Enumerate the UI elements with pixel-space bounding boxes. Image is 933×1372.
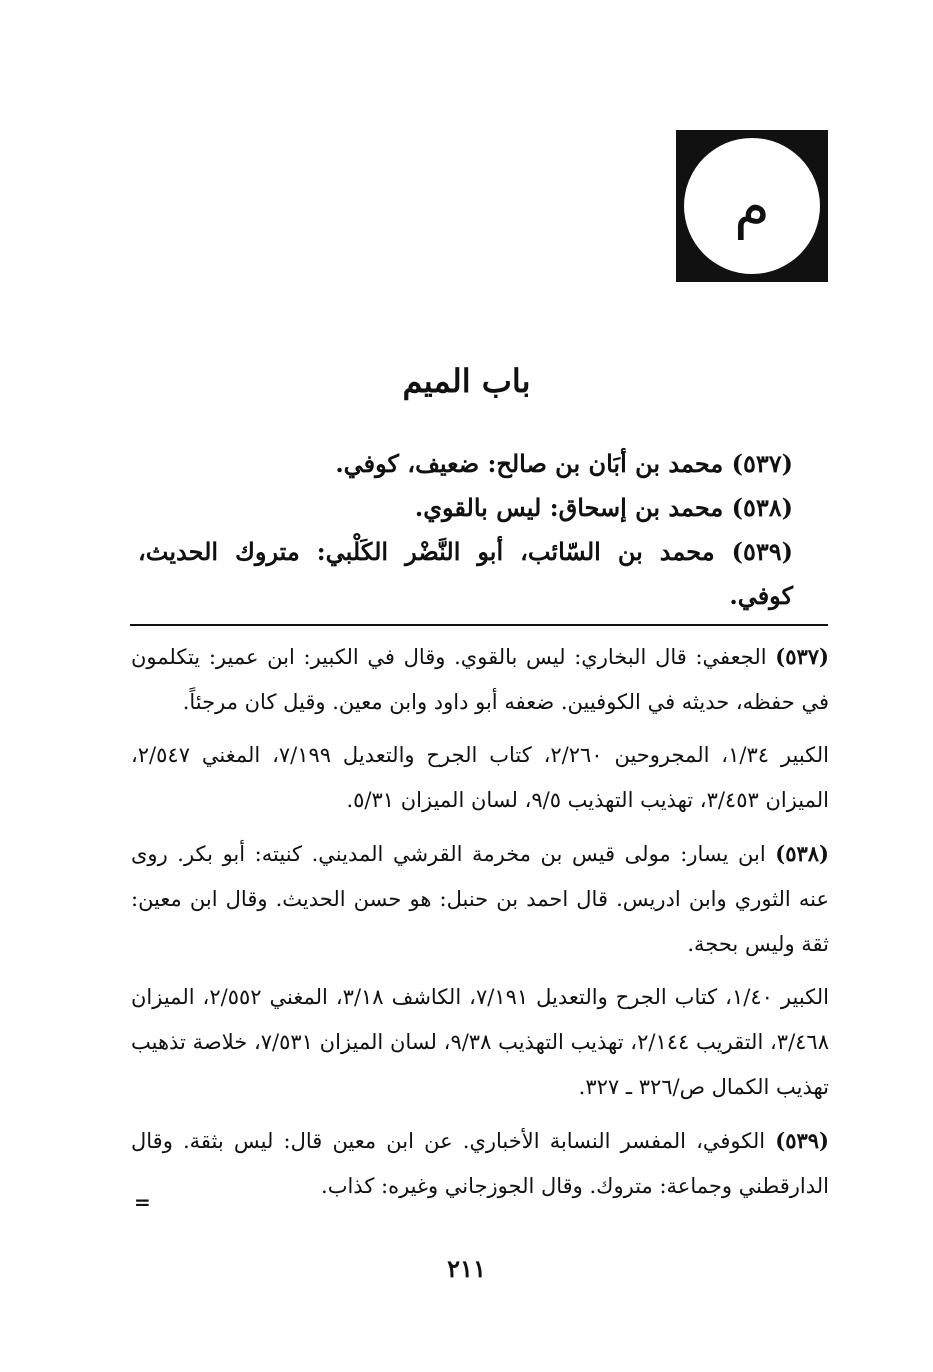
footnote-number: (٥٣٩) [775,1128,829,1153]
entry-539: (٥٣٩) محمد بن السّائب، أبو النَّضْر الكَلْبي: متروك الحديث، كوفي. [138,537,793,610]
footnote-539 [131,1118,829,1209]
entry-537: (٥٣٧) محمد بن أبَان بن صالح: ضعيف، كوفي. [335,449,793,478]
footnote-text: الجعفي: قال البخاري: ليس بالقوي. وقال في الكبير: ابن عمير: يتكلمون في حفظه، حديثه في الكوفيين. ضعفه أبو داود وابن معين. وقيل كان مرجئاً. [131,645,829,714]
footnote-538-sources [131,975,829,1110]
end-mark: = [134,1190,151,1214]
footnotes [131,634,829,1217]
footnote-text: ابن يسار: مولى قيس بن مخرمة القرشي المديني. كنيته: أبو بكر. روى عنه الثوري وابن ادريس. قال احمد بن حنبل: هو حسن الحديث. وقال ابن معين: ثقة وليس بحجة. [131,842,829,956]
footnote-538 [131,831,829,967]
footnote-text: الكبير ١/٣٤، المجروحين ٢/٢٦٠، كتاب الجرح والتعديل ٧/١٩٩، المغني ٢/٥٤٧، الميزان ٣/٤٥٣، تهذيب التهذيب ٩/٥، لسان الميزان ٥/٣١. [131,743,829,812]
footnote-537-sources [131,733,829,823]
entry-538: (٥٣٨) محمد بن إسحاق: ليس بالقوي. [414,493,793,522]
chapter-title: باب الميم [402,362,531,400]
main-entries [138,442,793,618]
page-number: ٢١١ [447,1254,486,1283]
footnote-number: (٥٣٨) [775,841,829,866]
footnote-text: الكبير ١/٤٠، كتاب الجرح والتعديل ٧/١٩١، الكاشف ٣/١٨، المغني ٢/٥٥٢، الميزان ٣/٤٦٨، التقريب ٢/١٤٤، تهذيب التهذيب ٩/٣٨، لسان الميزان ٧/٥٣١، خلاصة تذهيب تهذيب الكمال ص/٣٢٦ ـ ٣٢٧. [131,985,829,1099]
letter-circle [684,138,820,274]
chapter-letter: م [734,172,770,240]
footnote-537 [131,634,829,725]
letter-emblem [676,130,828,282]
footnote-divider [130,624,828,626]
footnote-text: الكوفي، المفسر النسابة الأخباري. عن ابن معين قال: ليس بثقة. وقال الدارقطني وجماعة: متروك. وقال الجوزجاني وغيره: كذاب. [131,1129,829,1198]
footnote-number: (٥٣٧) [775,644,829,669]
